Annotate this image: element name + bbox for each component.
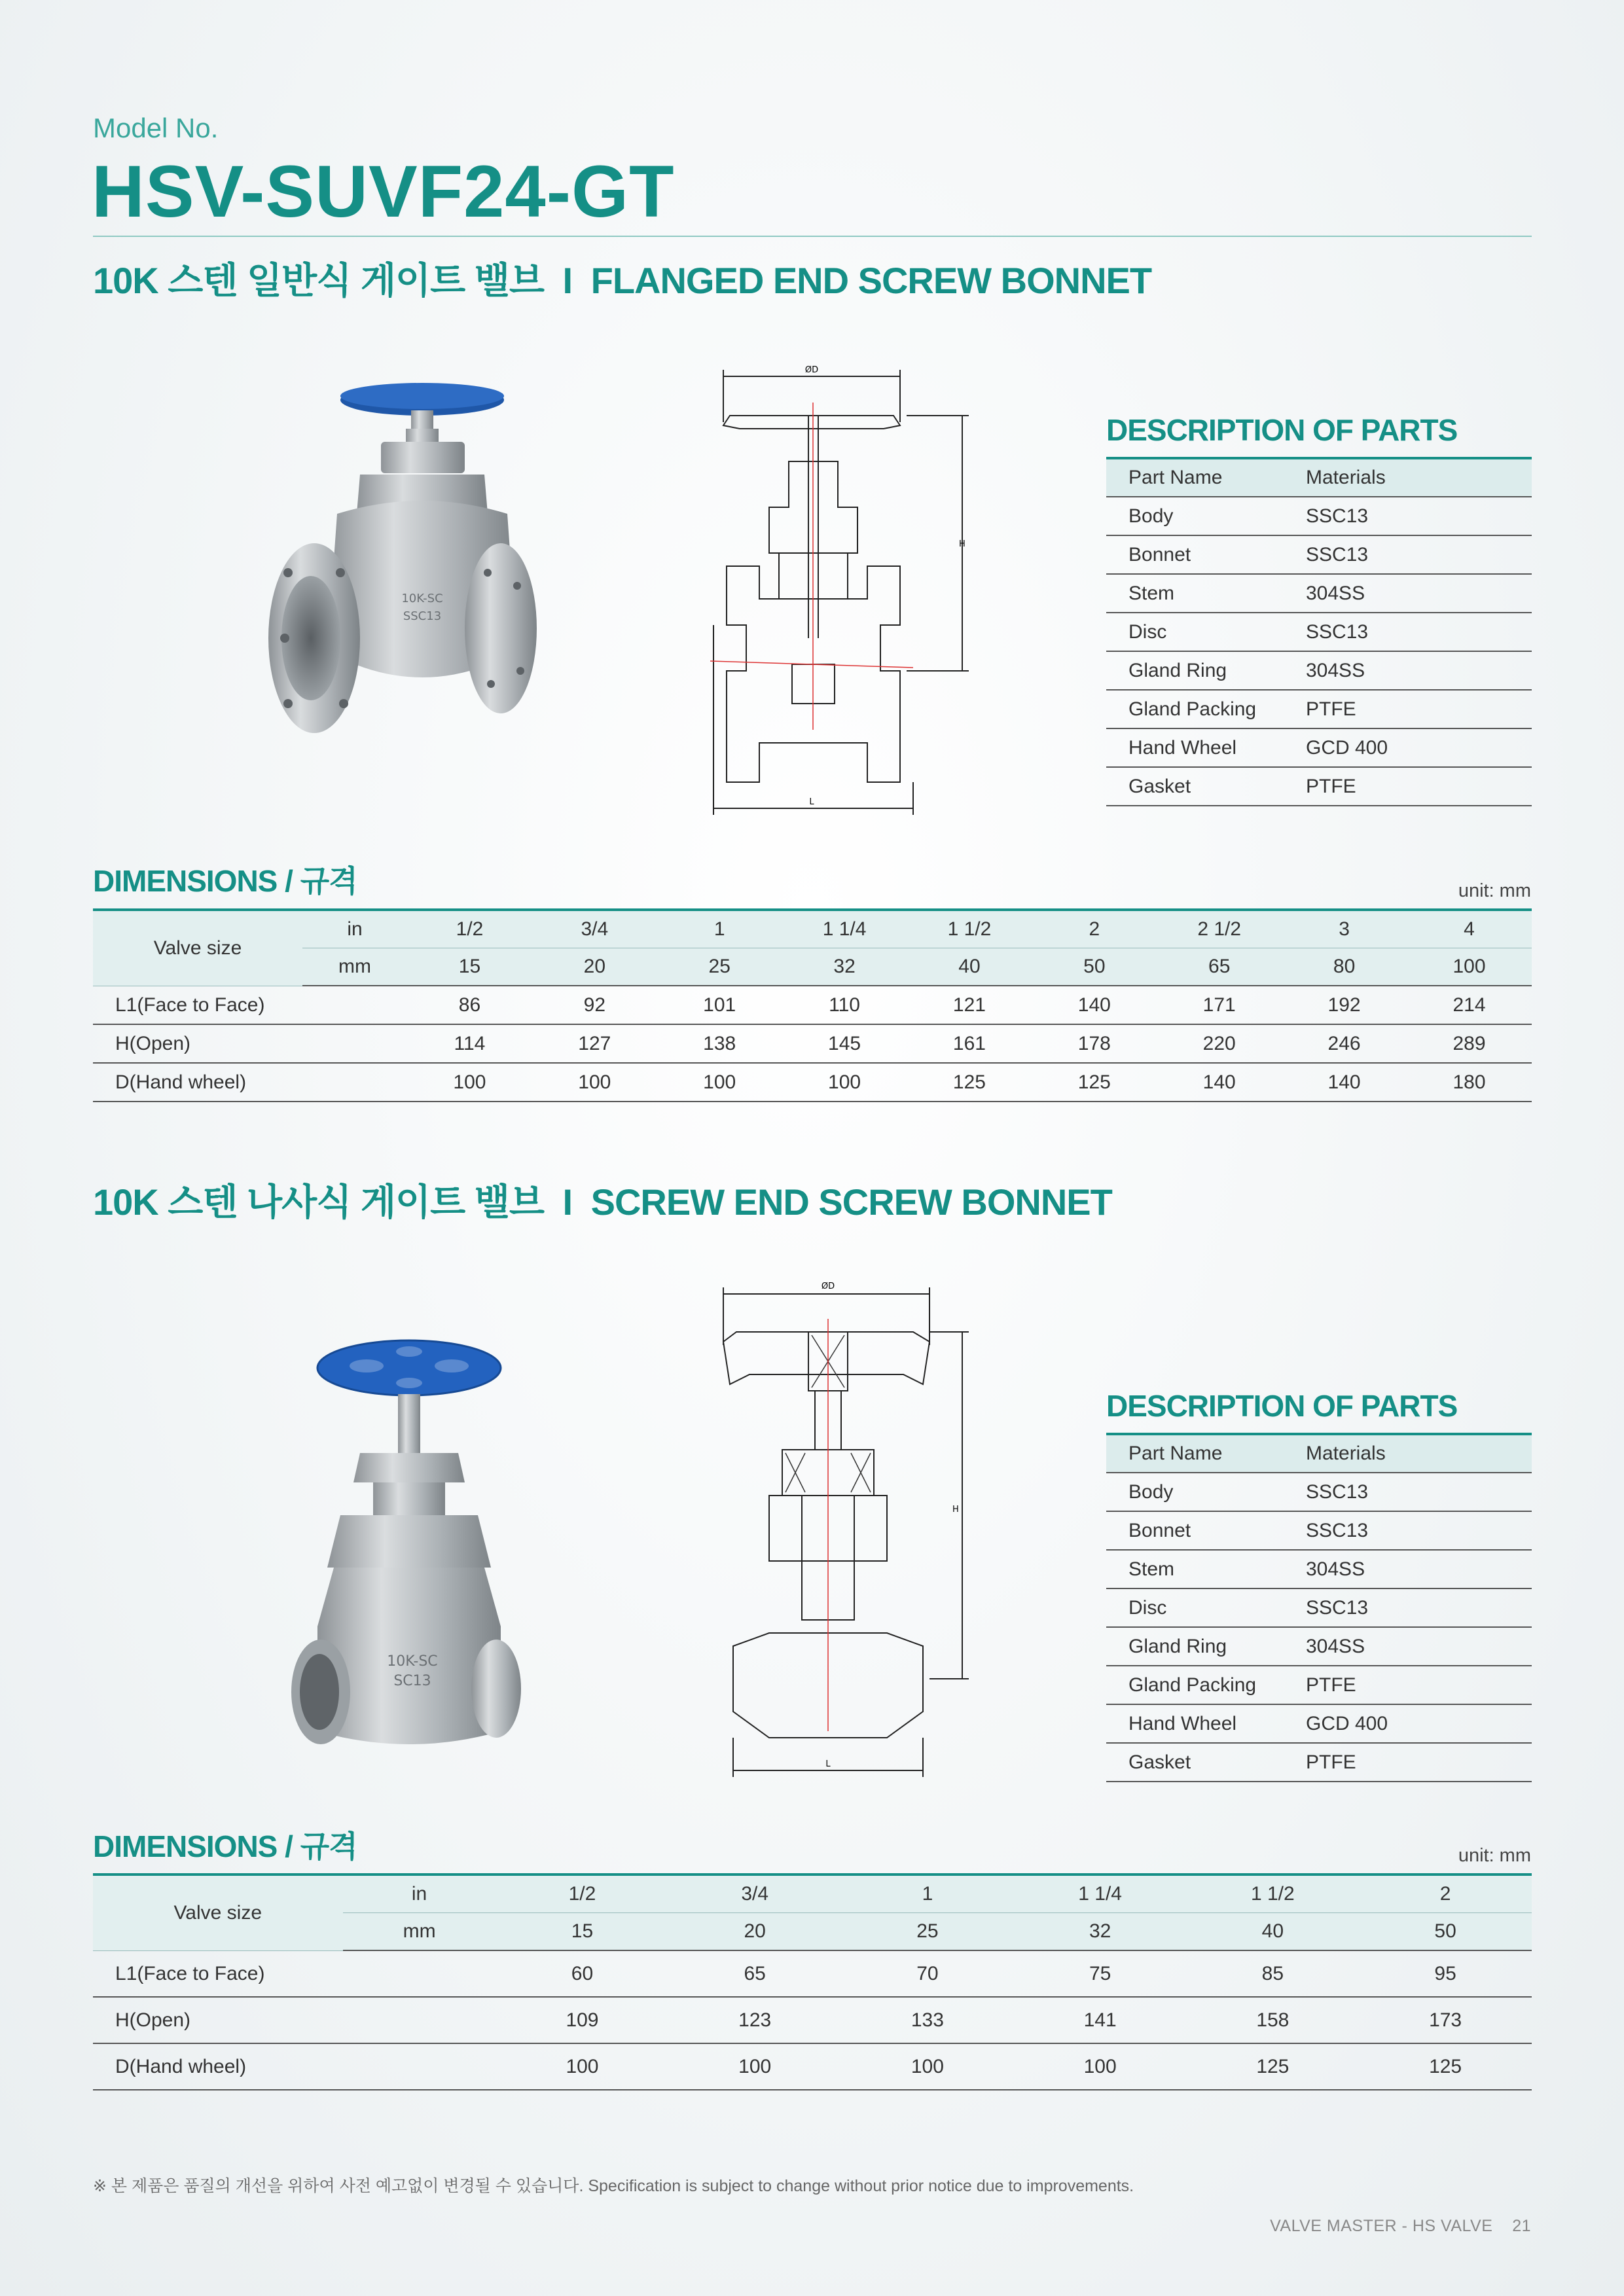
parts-row	[1106, 535, 1532, 574]
part-name: Gland Packing	[1106, 690, 1306, 728]
model-label: Model No.	[93, 113, 219, 143]
section2-parts-panel	[1106, 1388, 1532, 1782]
dim-value: 125	[1032, 1063, 1157, 1102]
parts-col-material: Materials	[1306, 458, 1532, 497]
dim-row-label: D(Hand wheel)	[93, 1063, 407, 1102]
part-material: 304SS	[1306, 1627, 1532, 1666]
size-mm: 50	[1032, 948, 1157, 986]
dim-value: 246	[1282, 1024, 1407, 1063]
parts-header-row	[1106, 458, 1532, 497]
section1-title	[93, 252, 1151, 304]
section2-dimensions-table	[93, 1873, 1532, 2090]
section1-title-en: FLANGED END SCREW BONNET	[590, 260, 1152, 301]
part-name: Hand Wheel	[1106, 728, 1306, 767]
size-mm: 32	[1014, 1912, 1187, 1950]
header-divider	[93, 236, 1532, 237]
size-in: 1 1/2	[907, 910, 1032, 948]
dim-row-label: H(Open)	[93, 1024, 407, 1063]
screwed-valve-drawing	[720, 1280, 982, 1784]
part-material: SSC13	[1306, 497, 1532, 535]
size-mm: 100	[1407, 948, 1532, 986]
dim-value: 180	[1407, 1063, 1532, 1102]
dim-value: 161	[907, 1024, 1032, 1063]
parts-row	[1106, 1704, 1532, 1743]
size-in: 1 1/4	[782, 910, 907, 948]
part-material: PTFE	[1306, 1743, 1532, 1782]
part-material: SSC13	[1306, 1473, 1532, 1511]
part-material: SSC13	[1306, 1588, 1532, 1627]
dim-value: 114	[407, 1024, 532, 1063]
dimensions-heading-kr: / 규격	[285, 864, 357, 898]
dim-value: 100	[532, 1063, 657, 1102]
section1-parts-table	[1106, 457, 1532, 806]
dim-value: 65	[668, 1950, 841, 1997]
parts-row	[1106, 767, 1532, 806]
dim-value: 86	[407, 986, 532, 1024]
part-material: 304SS	[1306, 1550, 1532, 1588]
part-material: SSC13	[1306, 535, 1532, 574]
dim-row-label: L1(Face to Face)	[93, 986, 407, 1024]
dim-header-in	[93, 1874, 1532, 1912]
parts-row	[1106, 1511, 1532, 1550]
section1-parts-panel	[1106, 412, 1532, 806]
svg-text:10K-SC: 10K-SC	[401, 592, 443, 605]
svg-text:ØD: ØD	[804, 365, 819, 375]
unit-mm-label: mm	[302, 948, 407, 986]
dim-row	[93, 1950, 1532, 1997]
section1-unit: unit: mm	[1458, 880, 1531, 901]
part-name: Disc	[1106, 613, 1306, 651]
part-name: Disc	[1106, 1588, 1306, 1627]
size-in: 1	[841, 1874, 1014, 1912]
size-mm: 32	[782, 948, 907, 986]
size-mm: 40	[1186, 1912, 1359, 1950]
section1-title-kr: 10K 스텐 일반식 게이트 밸브	[93, 260, 544, 301]
part-material: SSC13	[1306, 1511, 1532, 1550]
part-material: 304SS	[1306, 574, 1532, 613]
dim-value: 127	[532, 1024, 657, 1063]
svg-text:L: L	[825, 1759, 831, 1769]
part-material: GCD 400	[1306, 1704, 1532, 1743]
dim-value: 92	[532, 986, 657, 1024]
size-mm: 15	[496, 1912, 669, 1950]
dim-value: 101	[657, 986, 782, 1024]
parts-col-part: Part Name	[1106, 1434, 1306, 1473]
dim-value: 140	[1032, 986, 1157, 1024]
section1-dimensions-table	[93, 908, 1532, 1102]
dim-value: 100	[782, 1063, 907, 1102]
part-material: 304SS	[1306, 651, 1532, 690]
dimensions-heading-en: DIMENSIONS	[93, 864, 278, 898]
dim-value: 178	[1032, 1024, 1157, 1063]
dim-value: 100	[657, 1063, 782, 1102]
dim-value: 110	[782, 986, 907, 1024]
dim-value: 100	[668, 2043, 841, 2090]
parts-row	[1106, 497, 1532, 535]
size-mm: 20	[532, 948, 657, 986]
size-in: 2	[1359, 1874, 1532, 1912]
unit-in-label: in	[343, 1874, 496, 1912]
parts-row	[1106, 651, 1532, 690]
size-mm: 65	[1157, 948, 1282, 986]
part-name: Gland Ring	[1106, 651, 1306, 690]
svg-text:H: H	[952, 1505, 959, 1515]
svg-text:10K-SC: 10K-SC	[387, 1653, 438, 1670]
size-in: 4	[1407, 910, 1532, 948]
parts-row	[1106, 1743, 1532, 1782]
dim-value: 121	[907, 986, 1032, 1024]
svg-text:L: L	[809, 797, 814, 807]
page-footer	[1270, 2217, 1531, 2236]
dim-value: 158	[1186, 1997, 1359, 2043]
part-name: Stem	[1106, 1550, 1306, 1588]
dim-value: 100	[841, 2043, 1014, 2090]
part-material: PTFE	[1306, 767, 1532, 806]
section2-title-separator: I	[562, 1181, 573, 1223]
dim-value: 140	[1157, 1063, 1282, 1102]
dim-value: 95	[1359, 1950, 1532, 1997]
unit-mm-label: mm	[343, 1912, 496, 1950]
parts-row	[1106, 1588, 1532, 1627]
size-mm: 50	[1359, 1912, 1532, 1950]
part-material: SSC13	[1306, 613, 1532, 651]
parts-row	[1106, 1666, 1532, 1704]
part-material: PTFE	[1306, 1666, 1532, 1704]
dim-header-in	[93, 910, 1532, 948]
size-in: 1	[657, 910, 782, 948]
part-material: GCD 400	[1306, 728, 1532, 767]
size-in: 1/2	[496, 1874, 669, 1912]
size-mm: 40	[907, 948, 1032, 986]
page-number: 21	[1512, 2217, 1531, 2235]
section1-dimensions-heading	[93, 857, 357, 901]
footnote: ※ 본 제품은 품질의 개선을 위하여 사전 예고없이 변경될 수 있습니다. Specification is subject to change without prior notice due to improvements.	[93, 2177, 1134, 2195]
size-in: 3/4	[668, 1874, 841, 1912]
size-in: 3	[1282, 910, 1407, 948]
svg-text:SC13: SC13	[393, 1673, 431, 1689]
dim-value: 75	[1014, 1950, 1187, 1997]
part-name: Gland Ring	[1106, 1627, 1306, 1666]
parts-row	[1106, 574, 1532, 613]
part-name: Bonnet	[1106, 1511, 1306, 1550]
flanged-valve-photo	[262, 376, 537, 782]
parts-header-row	[1106, 1434, 1532, 1473]
section2-parts-heading: DESCRIPTION OF PARTS	[1106, 1389, 1458, 1423]
section2-unit: unit: mm	[1458, 1845, 1531, 1866]
footer-brand: VALVE MASTER - HS VALVE	[1270, 2217, 1493, 2235]
dim-value: 214	[1407, 986, 1532, 1024]
section2-title	[93, 1174, 1112, 1226]
dim-value: 125	[1186, 2043, 1359, 2090]
size-in: 2	[1032, 910, 1157, 948]
dim-value: 192	[1282, 986, 1407, 1024]
parts-row	[1106, 690, 1532, 728]
valve-size-label: Valve size	[93, 1874, 343, 1950]
dim-row-label: D(Hand wheel)	[93, 2043, 496, 2090]
part-name: Bonnet	[1106, 535, 1306, 574]
section1-parts-heading: DESCRIPTION OF PARTS	[1106, 413, 1458, 447]
dim-value: 125	[1359, 2043, 1532, 2090]
parts-row	[1106, 1473, 1532, 1511]
dim-row	[93, 1024, 1532, 1063]
part-name: Gasket	[1106, 1743, 1306, 1782]
size-in: 1 1/2	[1186, 1874, 1359, 1912]
svg-text:SSC13: SSC13	[403, 609, 442, 623]
dimensions-heading-en: DIMENSIONS	[93, 1829, 278, 1863]
part-material: PTFE	[1306, 690, 1532, 728]
dim-row	[93, 2043, 1532, 2090]
size-in: 3/4	[532, 910, 657, 948]
parts-col-part: Part Name	[1106, 458, 1306, 497]
dim-value: 138	[657, 1024, 782, 1063]
dim-value: 109	[496, 1997, 669, 2043]
parts-row	[1106, 1550, 1532, 1588]
dim-value: 220	[1157, 1024, 1282, 1063]
unit-in-label: in	[302, 910, 407, 948]
dim-value: 123	[668, 1997, 841, 2043]
dim-row	[93, 1997, 1532, 2043]
svg-text:H: H	[959, 539, 965, 549]
dim-row-label: H(Open)	[93, 1997, 496, 2043]
dim-row	[93, 986, 1532, 1024]
parts-col-material: Materials	[1306, 1434, 1532, 1473]
size-mm: 15	[407, 948, 532, 986]
part-name: Hand Wheel	[1106, 1704, 1306, 1743]
size-in: 1/2	[407, 910, 532, 948]
dim-value: 173	[1359, 1997, 1532, 2043]
size-in: 2 1/2	[1157, 910, 1282, 948]
section2-title-kr: 10K 스텐 나사식 게이트 밸브	[93, 1181, 544, 1223]
dim-value: 141	[1014, 1997, 1187, 2043]
size-mm: 80	[1282, 948, 1407, 986]
size-mm: 20	[668, 1912, 841, 1950]
dimensions-heading-kr: / 규격	[285, 1829, 357, 1863]
size-in: 1 1/4	[1014, 1874, 1187, 1912]
dim-row	[93, 1063, 1532, 1102]
part-name: Stem	[1106, 574, 1306, 613]
dim-value: 140	[1282, 1063, 1407, 1102]
size-mm: 25	[657, 948, 782, 986]
dim-value: 60	[496, 1950, 669, 1997]
section1-title-separator: I	[562, 260, 573, 301]
valve-size-label: Valve size	[93, 910, 302, 986]
model-number: HSV-SUVF24-GT	[92, 151, 675, 232]
dim-value: 100	[1014, 2043, 1187, 2090]
dim-header-mm	[93, 948, 1532, 986]
svg-text:ØD: ØD	[821, 1282, 835, 1291]
parts-row	[1106, 1627, 1532, 1666]
section2-title-en: SCREW END SCREW BONNET	[590, 1181, 1112, 1223]
dim-value: 171	[1157, 986, 1282, 1024]
parts-row	[1106, 613, 1532, 651]
dim-value: 100	[496, 2043, 669, 2090]
dim-value: 70	[841, 1950, 1014, 1997]
dim-value: 85	[1186, 1950, 1359, 1997]
dim-value: 289	[1407, 1024, 1532, 1063]
flanged-valve-drawing	[707, 363, 982, 815]
screwed-valve-photo	[275, 1325, 537, 1770]
part-name: Gasket	[1106, 767, 1306, 806]
part-name: Body	[1106, 497, 1306, 535]
dim-value: 125	[907, 1063, 1032, 1102]
parts-row	[1106, 728, 1532, 767]
dim-value: 100	[407, 1063, 532, 1102]
dim-value: 145	[782, 1024, 907, 1063]
size-mm: 25	[841, 1912, 1014, 1950]
part-name: Body	[1106, 1473, 1306, 1511]
part-name: Gland Packing	[1106, 1666, 1306, 1704]
section2-parts-table	[1106, 1433, 1532, 1782]
dim-row-label: L1(Face to Face)	[93, 1950, 496, 1997]
section2-dimensions-heading	[93, 1823, 357, 1866]
dim-value: 133	[841, 1997, 1014, 2043]
